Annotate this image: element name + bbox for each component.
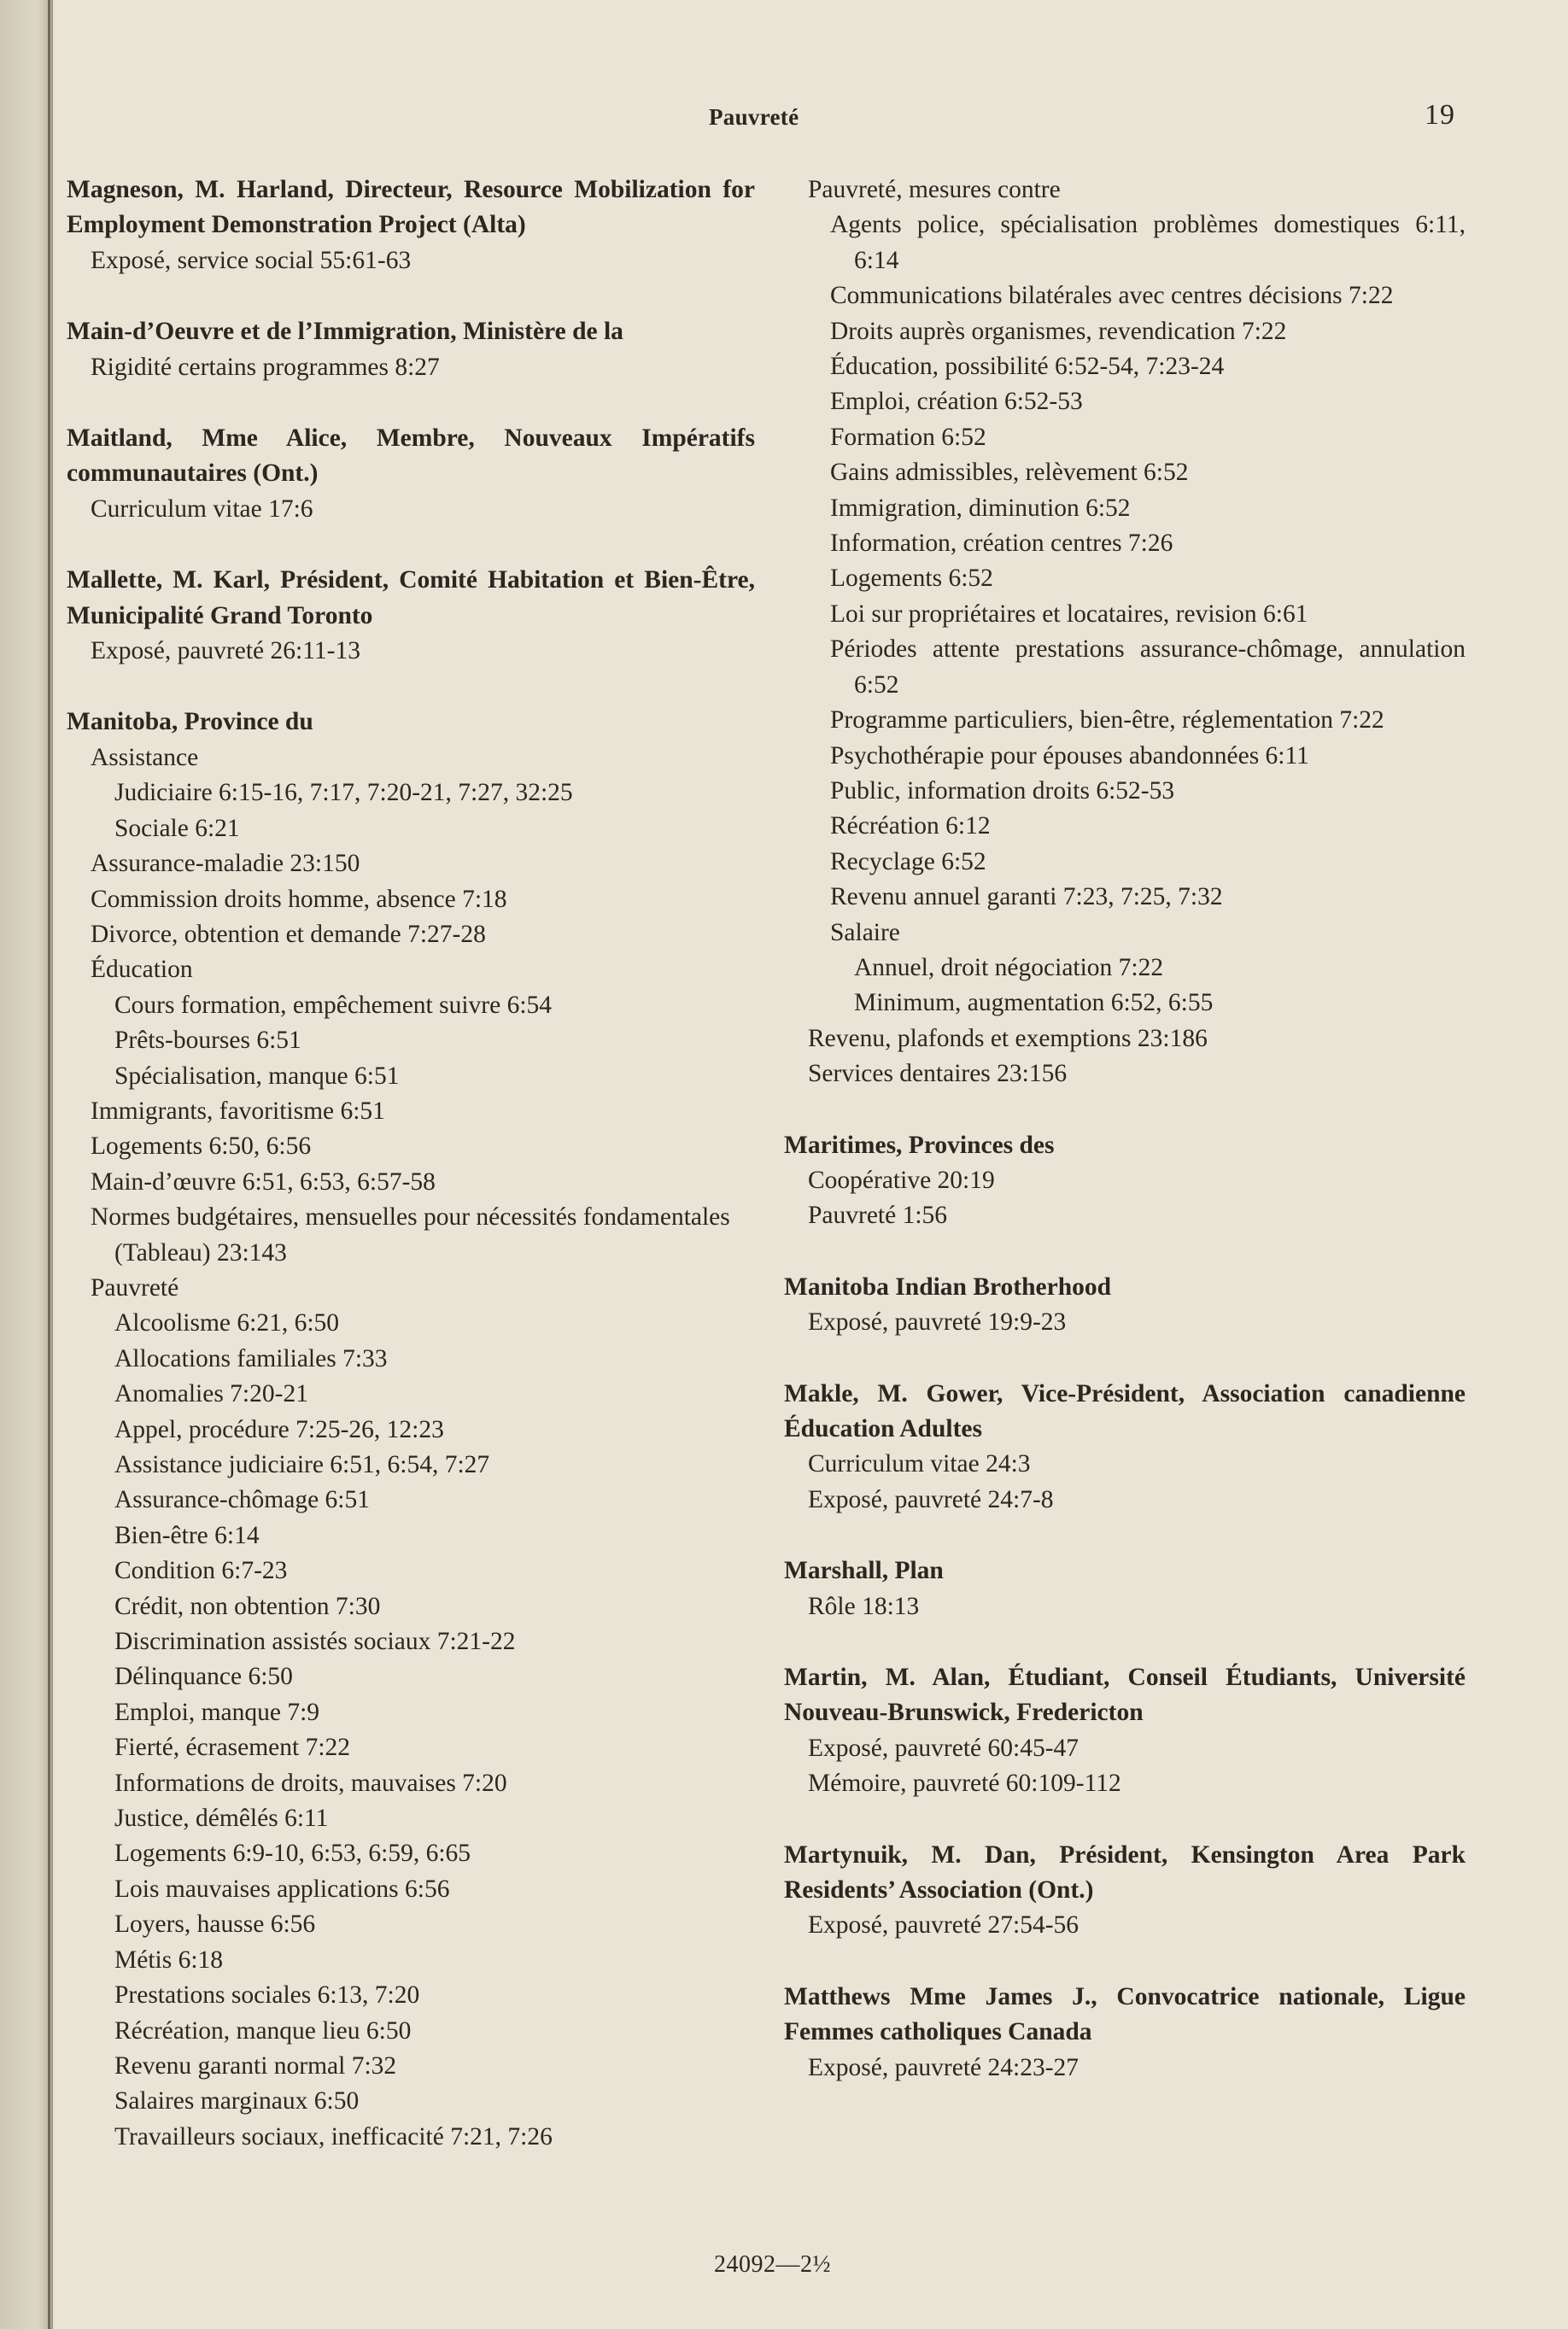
entry-subitem: Crédit, non obtention 7:30 <box>114 1592 381 1620</box>
entry-subitem: Assistance judiciaire 6:51, 6:54, 7:27 <box>114 1451 490 1478</box>
entry-subitem: Mémoire, pauvreté 60:109-112 <box>808 1770 1121 1798</box>
entry-heading: Makle, M. Gower, Vice-Président, Association canadienne Éducation Adultes <box>784 1379 1466 1442</box>
entry-subitem: Agents police, spécialisation problèmes domestiques 6:11, 6:14 <box>830 211 1466 274</box>
entry-subitem: Éducation <box>91 956 193 984</box>
entry-subitem: Salaires marginaux 6:50 <box>114 2087 360 2115</box>
entry-subitem: Gains admissibles, relèvement 6:52 <box>830 459 1189 487</box>
entry-subitem: Normes budgétaires, mensuelles pour nécessités fondamentales (Tableau) 23:143 <box>91 1203 730 1267</box>
index-entry <box>67 314 755 385</box>
entry-subitem: Alcoolisme 6:21, 6:50 <box>114 1309 340 1337</box>
index-entry <box>784 1377 1466 1519</box>
entry-heading: Mallette, M. Karl, Président, Comité Habitation et Bien-Être, Municipalité Grand Toronto <box>67 566 755 629</box>
index-entry <box>784 1660 1466 1802</box>
entry-heading: Maritimes, Provinces des <box>784 1131 1055 1159</box>
entry-subitem: Divorce, obtention et demande 7:27-28 <box>91 920 486 948</box>
entry-subitem: Minimum, augmentation 6:52, 6:55 <box>854 989 1214 1017</box>
entry-subitem: Services dentaires 23:156 <box>808 1060 1068 1088</box>
entry-subitem: Commission droits homme, absence 7:18 <box>91 885 507 913</box>
entry-subitem: Pauvreté, mesures contre <box>808 176 1061 203</box>
entry-subitem: Cours formation, empêchement suivre 6:54 <box>114 991 553 1019</box>
entry-subitem: Délinquance 6:50 <box>114 1663 293 1691</box>
entry-subitem: Rigidité certains programmes 8:27 <box>91 353 440 381</box>
index-entry <box>67 705 755 2155</box>
entry-subitem: Immigrants, favoritisme 6:51 <box>91 1097 385 1125</box>
entry-subitem: Informations de droits, mauvaises 7:20 <box>114 1769 507 1797</box>
index-entry <box>784 1270 1466 1341</box>
entry-subitem: Programme particuliers, bien-être, réglementation 7:22 <box>830 706 1384 734</box>
entry-subitem: Exposé, pauvreté 27:54-56 <box>808 1911 1079 1940</box>
entry-subitem: Droits auprès organismes, revendication 7:22 <box>830 317 1287 345</box>
entry-heading: Magneson, M. Harland, Directeur, Resource Mobilization for Employment Demonstration Project (Alta) <box>67 176 755 239</box>
entry-heading: Main-d’Oeuvre et de l’Immigration, Ministère de la <box>67 318 623 346</box>
index-entry <box>784 1554 1466 1624</box>
entry-heading: Martin, M. Alan, Étudiant, Conseil Étudiants, Université Nouveau-Brunswick, Fredericton <box>784 1664 1466 1727</box>
entry-subitem: Discrimination assistés sociaux 7:21-22 <box>114 1628 516 1656</box>
entry-heading: Martynuik, M. Dan, Président, Kensington Area Park Residents’ Association (Ont.) <box>784 1840 1466 1905</box>
entry-subitem: Bien-être 6:14 <box>114 1521 260 1549</box>
entry-subitem: Assurance-maladie 23:150 <box>91 850 360 878</box>
entry-subitem: Exposé, pauvreté 19:9-23 <box>808 1308 1067 1337</box>
entry-subitem: Formation 6:52 <box>830 423 986 451</box>
book-gutter <box>0 0 53 2329</box>
entry-subitem: Immigration, diminution 6:52 <box>830 494 1131 522</box>
binding-edge <box>48 0 50 2329</box>
entry-subitem: Travailleurs sociaux, inefficacité 7:21, 7:26 <box>114 2122 553 2151</box>
entry-subitem: Exposé, pauvreté 60:45-47 <box>808 1734 1079 1762</box>
entry-subitem: Exposé, pauvreté 24:23-27 <box>808 2053 1079 2081</box>
entry-subitem: Sociale 6:21 <box>114 814 240 842</box>
entry-subitem: Public, information droits 6:52-53 <box>830 776 1175 805</box>
entry-subitem: Communications bilatérales avec centres décisions 7:22 <box>830 282 1394 310</box>
entry-subitem: Condition 6:7-23 <box>114 1557 288 1585</box>
entry-subitem: Emploi, manque 7:9 <box>114 1698 320 1726</box>
entry-subitem: Loi sur propriétaires et locataires, revision 6:61 <box>830 600 1308 628</box>
entry-subitem: Assistance <box>91 743 199 771</box>
entry-subitem: Exposé, pauvreté 26:11-13 <box>91 637 360 665</box>
entry-subitem: Prêts-bourses 6:51 <box>114 1027 301 1055</box>
entry-subitem: Allocations familiales 7:33 <box>114 1344 388 1372</box>
entry-subitem: Exposé, service social 55:61-63 <box>91 246 412 274</box>
entry-subitem: Logements 6:50, 6:56 <box>91 1132 312 1161</box>
entry-subitem: Pauvreté <box>91 1273 179 1302</box>
index-entry <box>784 1838 1466 1944</box>
entry-subitem: Judiciaire 6:15-16, 7:17, 7:20-21, 7:27, 32:25 <box>114 779 573 807</box>
entry-subitem: Exposé, pauvreté 24:7-8 <box>808 1485 1054 1513</box>
entry-subitem: Spécialisation, manque 6:51 <box>114 1062 400 1090</box>
index-column-right <box>784 173 1466 2121</box>
entry-subitem: Information, création centres 7:26 <box>830 530 1173 558</box>
entry-subitem: Loyers, hausse 6:56 <box>114 1911 316 1939</box>
entry-subitem: Fierté, écrasement 7:22 <box>114 1734 351 1762</box>
entry-heading: Marshall, Plan <box>784 1557 944 1585</box>
entry-subitem: Main-d’œuvre 6:51, 6:53, 6:57-58 <box>91 1167 436 1196</box>
page-number: 19 <box>1425 99 1455 131</box>
entry-subitem: Rôle 18:13 <box>808 1592 920 1620</box>
entry-heading: Matthews Mme James J., Convocatrice nationale, Ligue Femmes catholiques Canada <box>784 1982 1466 2046</box>
entry-subitem: Logements 6:9-10, 6:53, 6:59, 6:65 <box>114 1840 471 1868</box>
running-header: Pauvreté <box>709 104 799 130</box>
index-column-left <box>67 173 755 2191</box>
index-entry <box>67 173 755 278</box>
entry-subitem: Anomalies 7:20-21 <box>114 1380 308 1408</box>
entry-heading: Manitoba, Province du <box>67 708 313 736</box>
entry-subitem: Appel, procédure 7:25-26, 12:23 <box>114 1415 444 1443</box>
entry-subitem: Prestations sociales 6:13, 7:20 <box>114 1981 420 2010</box>
index-entry <box>67 421 755 527</box>
entry-subitem: Métis 6:18 <box>114 1946 224 1974</box>
entry-subitem: Revenu garanti normal 7:32 <box>114 2051 397 2080</box>
entry-subitem: Revenu, plafonds et exemptions 23:186 <box>808 1024 1208 1052</box>
entry-subitem: Curriculum vitae 17:6 <box>91 494 313 523</box>
index-entry <box>784 1128 1466 1234</box>
entry-subitem: Revenu annuel garanti 7:23, 7:25, 7:32 <box>830 883 1223 911</box>
entry-subitem: Recyclage 6:52 <box>830 847 986 875</box>
index-entry <box>784 1980 1466 2086</box>
entry-heading: Manitoba Indian Brotherhood <box>784 1273 1112 1301</box>
entry-subitem: Lois mauvaises applications 6:56 <box>114 1875 450 1903</box>
entry-subitem: Éducation, possibilité 6:52-54, 7:23-24 <box>830 353 1225 381</box>
index-entry <box>67 563 755 669</box>
index-entry-continuation <box>784 173 1466 1092</box>
entry-subitem: Coopérative 20:19 <box>808 1166 995 1194</box>
entry-heading: Maitland, Mme Alice, Membre, Nouveaux Impératifs communautaires (Ont.) <box>67 424 755 488</box>
entry-subitem: Logements 6:52 <box>830 565 993 593</box>
entry-subitem: Assurance-chômage 6:51 <box>114 1486 370 1514</box>
entry-subitem: Curriculum vitae 24:3 <box>808 1450 1031 1478</box>
entry-subitem: Récréation 6:12 <box>830 812 991 840</box>
entry-subitem: Pauvreté 1:56 <box>808 1202 948 1230</box>
entry-subitem: Annuel, droit négociation 7:22 <box>854 953 1164 981</box>
entry-subitem: Périodes attente prestations assurance-chômage, annulation 6:52 <box>830 635 1466 699</box>
entry-subitem: Psychothérapie pour épouses abandonnées 6:11 <box>830 741 1309 770</box>
entry-subitem: Emploi, création 6:52-53 <box>830 388 1083 416</box>
entry-subitem: Justice, démêlés 6:11 <box>114 1805 329 1833</box>
entry-subitem: Récréation, manque lieu 6:50 <box>114 2016 412 2045</box>
print-signature: 24092—2½ <box>714 2251 831 2278</box>
entry-subitem: Salaire <box>830 918 900 946</box>
